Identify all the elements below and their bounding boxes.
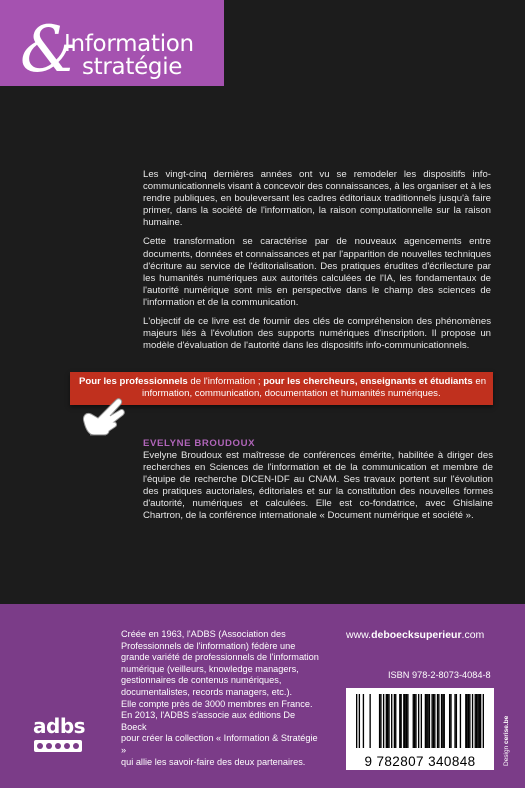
adbs-blurb [121,629,321,768]
barcode-bar [387,694,388,748]
barcode-bar [441,694,442,748]
website-domain: deboecksuperieur [371,629,462,641]
barcode-bar [450,694,451,748]
barcode-bar [359,694,360,748]
barcode-bar [388,694,389,748]
barcode-bar [406,694,407,748]
series-title-line1: Information [64,31,194,57]
barcode-bar [395,694,396,748]
barcode-bar [456,694,457,748]
barcode-bar [438,694,439,748]
series-banner [0,0,224,86]
adbs-blurb-line: numérique (veilleurs, knowledge managers, [121,663,299,674]
barcode-bar [472,694,473,748]
publisher-website[interactable] [346,629,484,641]
barcode-bar [380,694,381,748]
barcode-bar [363,694,364,748]
adbs-blurb-line: qui allie les savoir-faire des deux partenaires. [121,756,306,767]
barcode-bar [449,694,450,748]
audience-bold-2: pour les chercheurs, enseignants et étudiants [263,376,473,387]
barcode-bar [369,694,370,748]
adbs-blurb-line: gestionnaires de contenus numériques, [121,675,282,686]
adbs-logo-text: adbs [33,714,86,738]
barcode-bars [346,688,494,754]
barcode-bar [477,694,478,748]
adbs-blurb-line: pour créer la collection « Information & Stratégie » [121,733,318,755]
barcode-bar [454,694,455,748]
barcode-bar [405,694,406,748]
barcode-bar [480,694,481,748]
barcode-bar [386,694,387,748]
audience-line-2: information, communication, documentation et humanités numériques. [142,388,441,399]
blurb-paragraph: L'objectif de ce livre est de fournir des clés de compréhension des phénomènes majeurs liés à l'évolution des supports numériques d'inscription. Il propose un modèle d'évaluation de l'autorité dans les dispositifs info-communicationnels. [143,316,491,352]
design-credit-prefix: Design [503,743,510,766]
audience-bold-1: Pour les professionnels [79,376,188,387]
barcode-bar [466,694,467,748]
website-prefix: www. [346,629,372,641]
barcode-bar [379,694,380,748]
barcode-bar [483,694,484,748]
barcode-bar [469,694,470,748]
audience-text-1: de l'information ; [187,376,264,387]
barcode-bar [415,694,416,748]
adbs-blurb-line: Elle compte près de 3000 membres en France. [121,698,313,709]
barcode-bar [400,694,401,748]
adbs-blurb-line: grande variété de professionnels de l'information [121,652,319,663]
barcode-bar [407,694,408,748]
design-credit [503,716,510,766]
barcode-bar [479,694,480,748]
audience-banner [70,372,493,405]
blurb-paragraph: Cette transformation se caractérise par de nouveaux agencements entre documents, données et connaissances et par l'apparition de nouvelles techniques d'écriture au service de l'éditorialisation. Des pratiques érudites d'écrilecture par les humanités numériques aux autorités calculées de l'IA, les fondamentaux de l'autorité numérique sont mis en perspective dans le champ des sciences de l'information et de la communication. [143,236,491,308]
barcode-bar [427,694,428,748]
author-bio: Evelyne Broudoux est maîtresse de conférences émérite, habilitée à diriger des recherches en Sciences de l'information et de la communication et membre de l'équipe de recherche DICEN-IDF au CNAM. Ses travaux portent sur l'évolution des pratiques auctoriales, éditoriales et sur la constitution des nouvelles formes d'autorité, numériques et calculées. Elle est co-fondatrice, avec Ghislaine Chartron, de la conférence internationale « Document numérique et société ». [143,450,493,522]
barcode-bar [391,694,392,748]
barcode-bar [414,694,415,748]
adbs-blurb-line: Créée en 1963, l'ADBS (Association des [121,629,286,639]
barcode-bar [437,694,438,748]
barcode-bar [475,694,476,748]
adbs-blurb-line: Professionnels de l'information) fédère une [121,640,296,651]
barcode-bar [468,694,469,748]
barcode-bar [356,694,357,748]
barcode-bar [413,694,414,748]
barcode-bar [460,694,461,748]
barcode-bar [429,694,430,748]
barcode-bar [418,694,419,748]
barcode-bar [465,694,466,748]
barcode-bar [442,694,443,748]
barcode-bar [426,694,427,748]
barcode-bar [431,694,432,748]
blurb-paragraph: Les vingt-cinq dernières années ont vu se remodeler les dispositifs info-communicationnels visant à concevoir des connaissances, à les organiser et à les rendre publiques, en bouleversant les cadres éditoriaux traditionnels jusqu'à faire primer, dans la société de l'information, la raison computationnelle sur la raison humaine. [143,169,491,229]
barcode-bar [394,694,395,748]
series-title-line2: stratégie [82,54,183,80]
barcode-bar [476,694,477,748]
author-name: EVELYNE BROUDOUX [143,438,256,449]
barcode-bar [383,694,384,748]
barcode-digits: 9 782807 340848 [364,754,476,769]
website-suffix: .com [461,629,485,641]
barcode-bar [434,694,435,748]
barcode-bar [399,694,400,748]
pointing-hand-icon [76,392,130,438]
back-cover-blurb [143,169,491,359]
barcode-bar [421,694,422,748]
series-ampersand: & [20,13,77,87]
isbn: ISBN 978-2-8073-4084-8 [388,670,491,680]
barcode-bar [425,694,426,748]
barcode-bar [444,694,445,748]
adbs-blurb-line: En 2013, l'ADBS s'associe aux éditions De Boeck [121,710,296,732]
barcode-bar [433,694,434,748]
barcode-bar [403,694,404,748]
design-credit-studio: cerise.be [503,715,510,744]
audience-text-2: en [472,376,487,387]
adbs-blurb-line: documentalistes, records managers, etc.). [121,686,293,697]
